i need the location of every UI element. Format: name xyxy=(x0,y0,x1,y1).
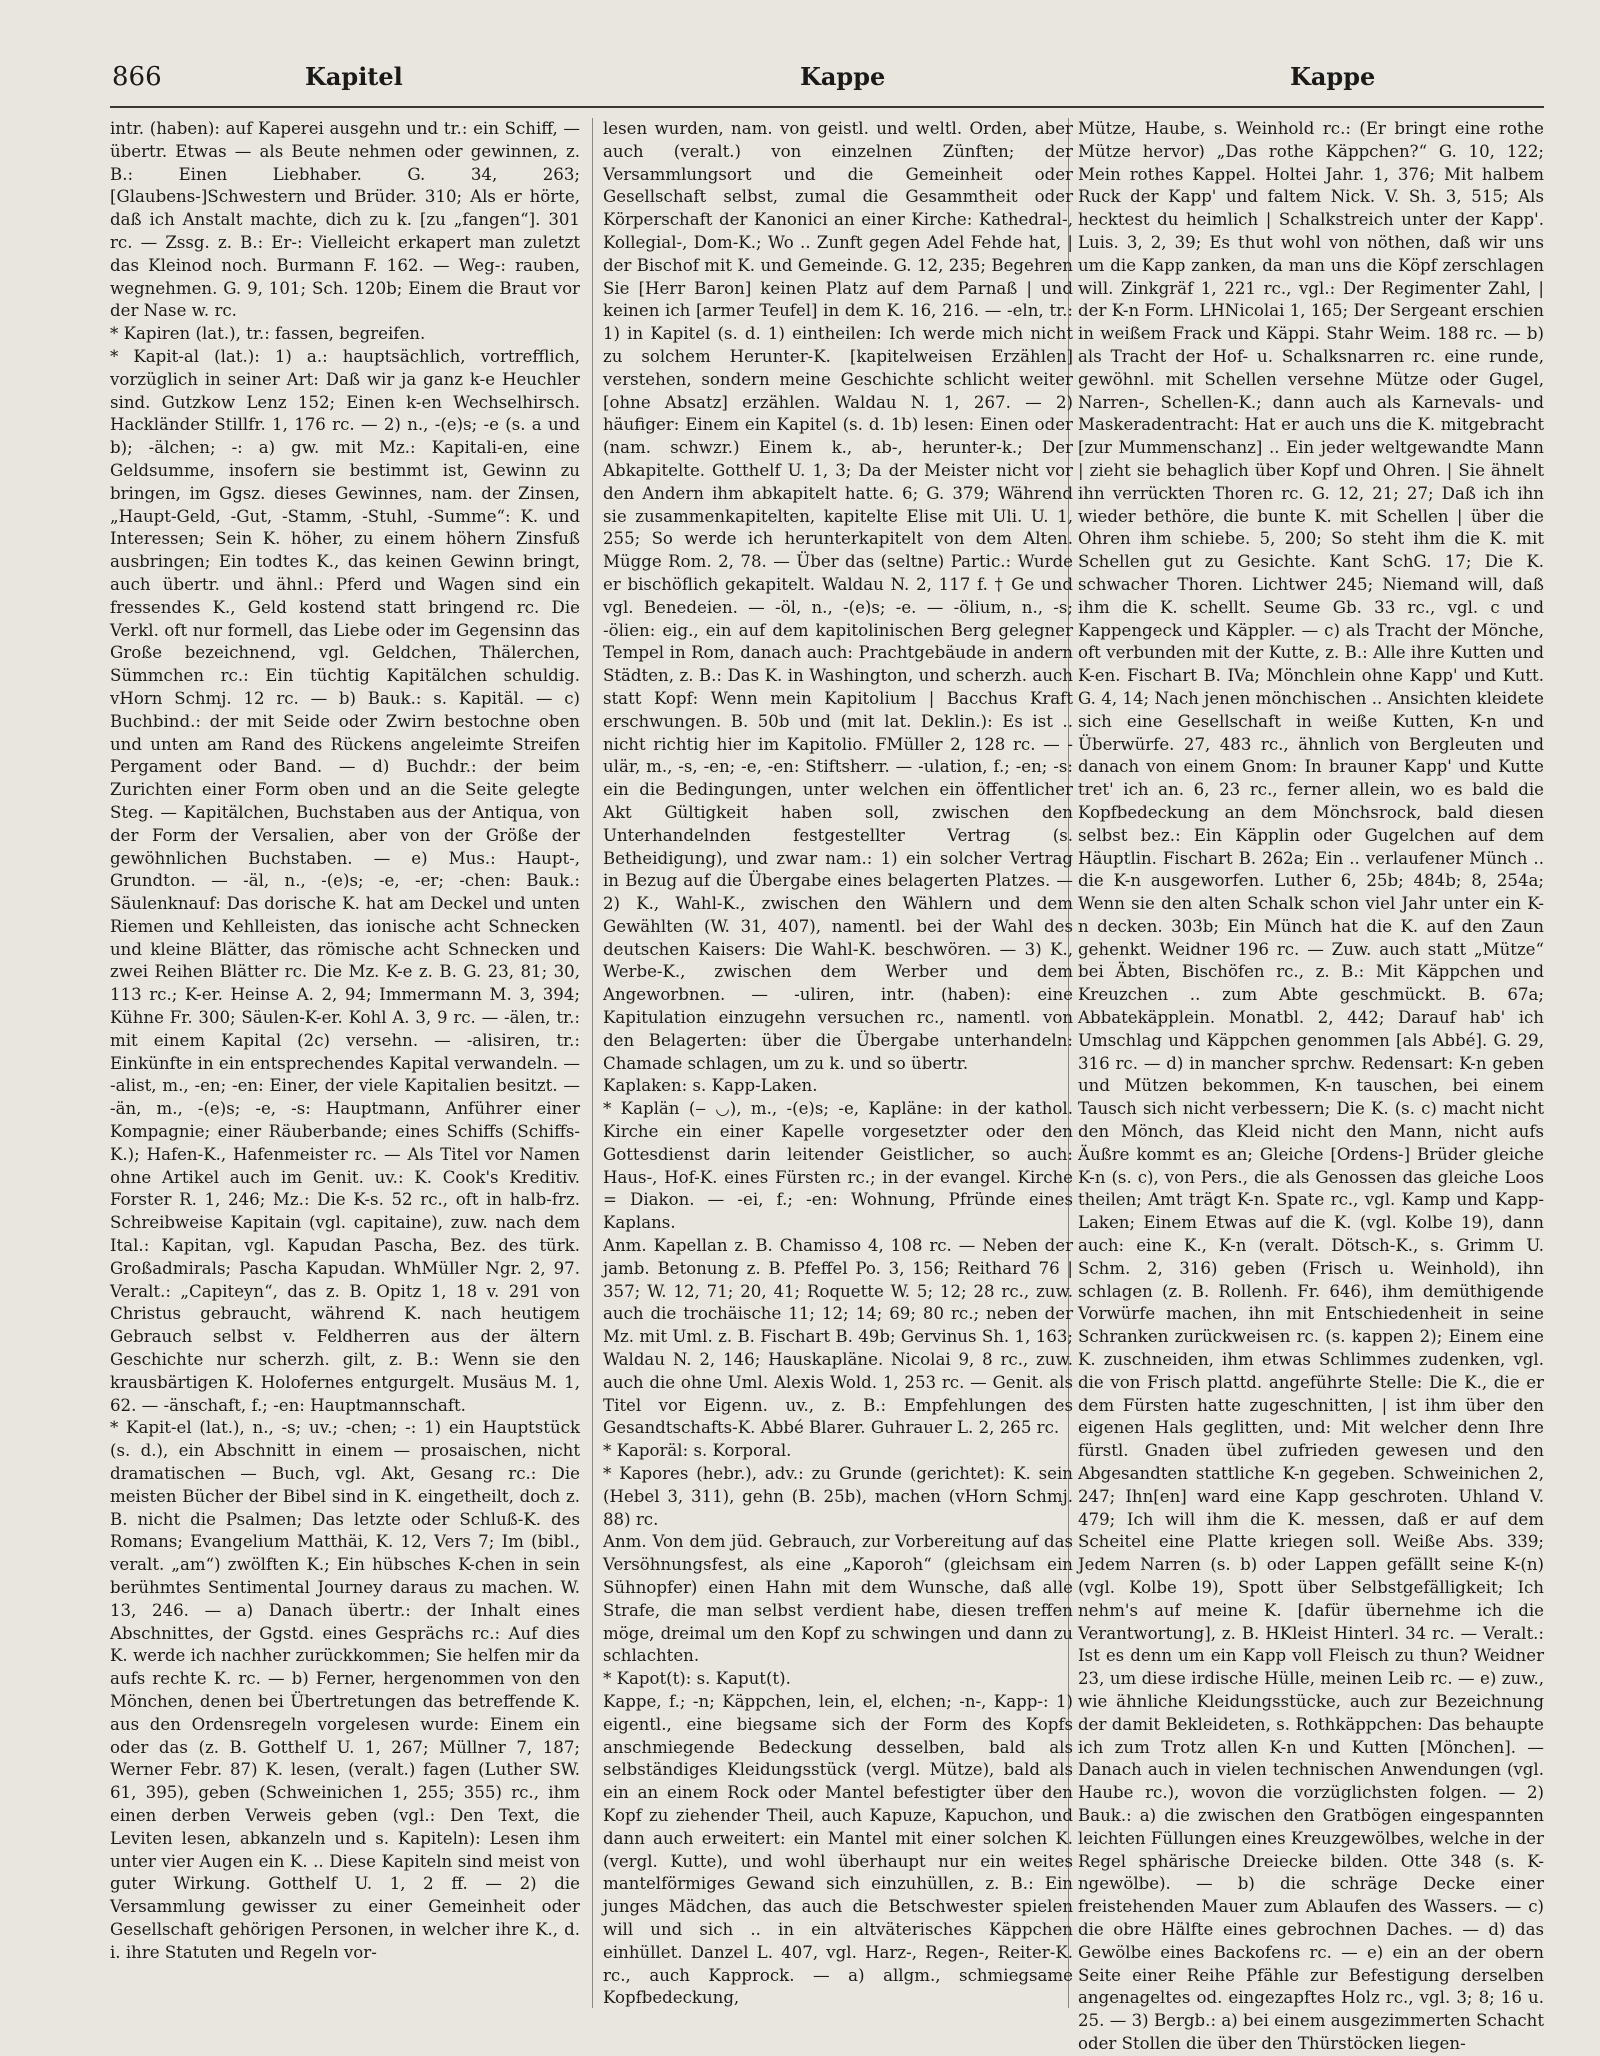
entry-text: Kappe, f.; -n; Käppchen, lein, el, elchen; -n-, Kapp-: 1) eigentl., eine biegsame sich der Form des Kopfs anschmiegende Bedeckung desselben, bald als selbständiges Kleidungsstück (vergl. Mütze), bald als ein an einem Rock oder Mantel befestigter über den Kopf zu ziehender Theil, auch Kapuze, Kapuchon, und dann auch erweitert: ein Mantel mit einer solchen K. (vergl. Kutte), und wohl überhaupt nur ein weites mantelförmiges Gewand sich einzuhüllen, z. B.: Ein junges Mädchen, das auch die Betschwester spielen will und sich .. in ein altväterisches Käppchen einhüllet. Danzel L. 407, vgl. Harz-, Regen-, Reiter-K. rc., auch Kapprock. — a) allgm., schmiegsame Kopfbedeckung, xyxy=(603,1691,1073,2008)
entry-text: Kaplaken: s. Kapp-Laken. xyxy=(603,1076,818,1096)
running-head-left: Kapitel xyxy=(305,62,403,91)
entry-text: * Kapores (hebr.), adv.: zu Grunde (gerichtet): K. sein (Hebel 3, 311), gehn (B. 25b), machen (vHorn Schmj. 88) rc. xyxy=(603,1464,1073,1529)
entry-text: * Kaporäl: s. Korporal. xyxy=(603,1441,792,1461)
entry-text: * Kapot(t): s. Kaput(t). xyxy=(603,1669,791,1689)
entry-text: Mütze, Haube, s. Weinhold rc.: (Er bringt eine rothe Mütze hervor) „Das rothe Käppchen?“ G. 10, 122; Mein rothes Kappel. Holtei Jahr. 1, 376; Mit halbem Ruck der Kapp' und faltem Nick. V. Sh. 3, 515; Als hecktest du heimlich | Schalkstreich unter der Kapp'. Luis. 3, 2, 39; Es thut wohl von nöthen, daß wir uns um die Kapp zanken, da man uns die Köpf zerschlagen will. Zinkgräf 1, 221 rc., vgl.: Der Regimenter Zahl, | der K-n Form. LHNicolai 1, 165; Der Sergeant erschien in weißem Frack und Käppi. Stahr Weim. 188 rc. — b) als Tracht der Hof- u. Schalksnarren rc. eine runde, gewöhnl. mit Schellen versehne Mütze oder Gugel, Narren-, Schellen-K.; dann auch als Karnevals- und Maskeradentracht: Hat er auch uns die K. mitgebracht [zur Mummenschanz] .. Ein jeder weltgewandte Mann | zieht sie behaglich über Kopf und Ohren. | Sie ähnelt ihn verrückten Thoren rc. G. 12, 21; 27; Daß ich ihn wieder bethöre, die bunte K. mit Schellen | über die Ohren ihm schiebe. 5, 200; So steht ihm die K. mit Schellen gut zu Gesichte. Kant SchG. 17; Die K. schwacher Thoren. Lichtwer 245; Niemand will, daß ihm die K. schellt. Seume Gb. 33 rc., vgl. c und Kappengeck und Käppler. — c) als Tracht der Mönche, oft verbunden mit der Kutte, z. B.: Alle ihre Kutten und K-en. Fischart B. IVa; Mönchlein ohne Kapp' und Kutt. G. 4, 14; Nach jenen mönchischen .. Ansichten kleidete sich eine Gesellschaft in weiße Kutten, K-n und Überwürfe. 27, 483 rc., ähnlich von Bergleuten und danach von einem Gnom: In brauner Kapp' und Kutte tret' ich an. 6, 23 rc., ferner allein, wo es bald die Kopfbedeckung an dem Mönchsrock, bald diesen selbst bez.: Ein Käpplin oder Gugelchen auf dem Häuptlin. Fischart B. 262a; Ein .. verlaufener Münch .. die K-n ausgeworfen. Luther 6, 25b; 484b; 8, 254a; Wenn sie den alten Schalk schon viel Jahr unter ein K-n decken. 303b; Ein Münch hat die K. auf den Zaun gehenkt. Weidner 196 rc. — Zuw. auch statt „Mütze“ bei Äbten, Bischöfen rc., z. B.: Mit Käppchen und Kreuzchen .. zum Abte geschmückt. B. 67a; Abbatekäpplein. Monatbl. 2, 442; Darauf hab' ich Umschlag und Käppchen genommen [als Abbé]. G. 29, 316 rc. — d) in mancher sprchw. Redensart: K-n geben und Mützen bekommen, K-n tauschen, bei einem Tausch sich nicht verbessern; Die K. (s. c) macht nicht den Mönch, das Kleid nicht den Mann, nicht aufs Äußre kommt es an; Gleiche [Ordens-] Brüder gleiche K-n (s. c), von Pers., die als Genossen das gleiche Loos theilen; Amt trägt K-n. Spate rc., vgl. Kamp und Kapp-Laken; Einem Etwas auf die K. (vgl. Kolbe 19), dann auch: eine K., K-n (veralt. Dötsch-K., s. Grimm U. Schm. 2, 316) geben (Frisch u. Weinhold), ihn schlagen (z. B. Rollenh. Fr. 646), ihm demüthigende Vorwürfe machen, ihn mit Entschiedenheit in seine Schranken zurückweisen rc. (s. kappen 2); Einem eine K. zuschneiden, ihm etwas Schlimmes zudenken, vgl. die von Frisch plattd. angeführte Stelle: Die K., die er dem Fürsten hatte zugeschnitten, | ist ihm über den eigenen Hals geglitten, und: Mit welcher denn Ihre fürstl. Gnaden übel zufrieden gewesen und den Abgesandten stattliche K-n gegeben. Schweinichen 2, 247; Ihn[en] ward eine Kapp geschroten. Uhland V. 479; Ich will ihm die K. messen, daß er auf dem Scheitel eine Platte kriegen soll. Weiße Abs. 339; Jedem Narren (s. b) oder Lappen gefällt seine K-(n) (vgl. Kolbe 19), Spott über Selbstgefälligkeit; Ich nehm's auf meine K. [dafür übernehme ich die Verantwortung], z. B. HKleist Hinterl. 34 rc. — Veralt.: Ist es denn um ein Kapp voll Fleisch zu thun? Weidner 23, um diese irdische Hülle, meinen Leib rc. — e) zuw., wie ähnliche Kleidungsstücke, auch zur Bezeichnung der damit Bekleideten, s. Rothkäppchen: Das behaupte ich zum Trotz allen K-n und Kutten [Mönchen]. — Danach auch in vielen technischen Anwendungen (vgl. Haube rc.), wovon die vorzüglichsten folgen. — 2) Bauk.: a) die zwischen den Gratbögen eingespannten leichten Füllungen eines Kreuzgewölbes, welche in der Regel sphärische Dreiecke bilden. Otte 348 (s. K-ngewölbe). — b) die schräge Decke einer freistehenden Mauer zum Ablaufen des Wassers. — c) die obre Hälfte eines gebrochnen Daches. — d) das Gewölbe eines Backofens rc. — e) ein an der obern Seite einer Reihe Pfähle zur Befestigung derselben angenageltes od. eingezapftes Holz rc., vgl. 3; 8; 16 u. 25. — 3) Bergb.: a) bei einem ausgezimmerten Schacht oder Stollen die über den Thürstöcken liegen- xyxy=(1078,119,1544,2053)
column-left xyxy=(110,118,580,2013)
entry-text: * Kapit-el (lat.), n., -s; uv.; -chen; -: 1) ein Hauptstück (s. d.), ein Abschnitt in einem — prosaischen, nicht dramatischen — Buch, vgl. Akt, Gesang rc.: Die meisten Bücher der Bibel sind in K. eingetheilt, doch z. B. nicht die Psalmen; Das letzte oder Schluß-K. des Romans; Evangelium Matthäi, K. 12, Vers 7; Im (bibl., veralt. „am“) zwölften K.; Ein hübsches K-chen in sein berühmtes Sentimental Journey daraus zu machen. W. 13, 246. — a) Danach übertr.: der Inhalt eines Abschnittes, der Ggstd. eines Gesprächs rc.: Auf dies K. werde ich nachher zurückkommen; Sie helfen mir da aufs rechte K. rc. — b) Ferner, hergenommen von den Mönchen, denen bei Übertretungen das betreffende K. aus den Ordensregeln vorgelesen wurde: Einem ein oder das (z. B. Gotthelf U. 1, 267; Müllner 7, 187; Werner Febr. 87) K. lesen, (veralt.) fagen (Luther SW. 61, 395), geben (Schweinichen 1, 255; 355) rc., ihm einen derben Verweis geben (vgl.: Den Text, die Leviten lesen, abkanzeln und s. Kapiteln): Lesen ihm unter vier Augen ein K. .. Diese Kapiteln sind meist von guter Wirkung. Gotthelf U. 1, 2 ff. — 2) die Versammlung gewisser zu einer Gemeinheit oder Gesellschaft gehörigen Personen, in welcher ihre K., d. i. ihre Statuten und Regeln vor- xyxy=(110,1418,581,1962)
page-number: 866 xyxy=(112,62,162,92)
header-rule xyxy=(110,106,1544,108)
column-middle xyxy=(603,118,1073,2013)
entry-text: * Kaplän (‒ ◡), m., -(e)s; -e, Kapläne: in der kathol. Kirche ein einer Kapelle vorgesetzter oder den Gottesdienst darin leitender Geistlicher, so auch: Haus-, Hof-K. eines Fürsten rc.; in der evangel. Kirche = Diakon. — -ei, f.; -en: Wohnung, Pfründe eines Kaplans. xyxy=(603,1099,1073,1233)
entry-text: intr. (haben): auf Kaperei ausgehn und tr.: ein Schiff, — übertr. Etwas — als Beute nehmen oder gewinnen, z. B.: Einen Liebhaber. G. 34, 263; [Glaubens-]Schwestern und Brüder. 310; Als er hörte, daß ich Anstalt machte, dich zu k. [zu „fangen“]. 301 rc. — Zssg. z. B.: Er-: Vielleicht erkapert man zuletzt das Kleinod noch. Burmann F. 162. — Weg-: rauben, wegnehmen. G. 9, 101; Sch. 120b; Einem die Braut vor der Nase w. rc. xyxy=(110,119,580,321)
entry-note: Anm. Kapellan z. B. Chamisso 4, 108 rc. — Neben der jamb. Betonung z. B. Pfeffel Po. 3, 156; Reithard 76 | 357; W. 12, 71; 20, 41; Roquette W. 5; 12; 28 rc., zuw. auch die trochäische 11; 12; 14; 69; 80 rc.; neben der Mz. mit Uml. z. B. Fischart B. 49b; Gervinus Sh. 1, 163; Waldau N. 2, 146; Hauskapläne. Nicolai 9, 8 rc., zuw. auch die ohne Uml. Alexis Wold. 1, 253 rc. — Genit. als Titel vor Eigenn. uv., z. B.: Empfehlungen des Gesandtschafts-K. Abbé Blarer. Guhrauer L. 2, 265 rc. xyxy=(603,1236,1073,1438)
page-header xyxy=(0,62,1600,102)
column-right xyxy=(1078,118,1544,2053)
running-head-right: Kappe xyxy=(1290,62,1376,91)
entry-text: * Kapiren (lat.), tr.: fassen, begreifen. xyxy=(110,324,426,344)
entry-text: lesen wurden, nam. von geistl. und weltl. Orden, aber auch (veralt.) von einzelnen Zünften; der Versammlungsort und die Gemeinheit oder Gesellschaft selbst, zumal die Gesammtheit oder Körperschaft der Kanonici an einer Kirche: Kathedral-, Kollegial-, Dom-K.; Wo .. Zunft gegen Adel Fehde hat, | der Bischof mit K. und Gemeinde. G. 12, 235; Begehren Sie [Herr Baron] keinen Platz auf dem Parnaß | und keinen ich [armer Teufel] in dem K. 16, 216. — -eln, tr.: 1) in Kapitel (s. d. 1) eintheilen: Ich werde mich nicht zu solchem Herunter-K. [kapitelweisen Erzählen] verstehen, sondern meine Geschichte schlicht weiter [ohne Absatz] erzählen. Waldau N. 1, 267. — 2) häufiger: Einem ein Kapitel (s. d. 1b) lesen: Einen oder (nam. schwzr.) Einem k., ab-, herunter-k.; Der Abkapitelte. Gotthelf U. 1, 3; Da der Meister nicht vor den Andern ihm abkapitelt hatte. 6; G. 379; Während sie zusammenkapitelten, kapitelte Elise mit Uli. U. 1, 255; So werde ich herunterkapitelt von dem Alten. Mügge Rom. 2, 78. — Über das (seltne) Partic.: Wurde er bischöflich gekapitelt. Waldau N. 2, 117 f. † Ge und vgl. Benedeien. — -öl, n., -(e)s; -e. — -ölium, n., -s; -ölien: eig., ein auf dem kapitolinischen Berg gelegner Tempel in Rom, danach auch: Prachtgebäude in andern Städten, z. B.: Das K. in Washington, und scherzh. auch statt Kopf: Wenn mein Kapitolium | Bacchus Kraft erschwungen. B. 50b und (mit lat. Deklin.): Es ist .. nicht richtig hier im Kapitolio. FMüller 2, 128 rc. — -ulär, m., -s, -en; -e, -en: Stiftsherr. — -ulation, f.; -en; -s: ein die Bedingungen, unter welchen ein öffentlicher Akt Gültigkeit haben soll, zwischen den Unterhandelnden festgestellter Vertrag (s. Betheidigung), und zwar nam.: 1) ein solcher Vertrag in Bezug auf die Übergabe eines belagerten Platzes. — 2) K., Wahl-K., zwischen den Wählern und dem Gewählten (W. 31, 407), namentl. bei der Wahl des deutschen Kaisers: Die Wahl-K. beschwören. — 3) K., Werbe-K., zwischen dem Werber und dem Angeworbnen. — -uliren, intr. (haben): eine Kapitulation einzugehn versuchen rc., namentl. von den Belagerten: über die Übergabe unterhandeln: Chamade schlagen, um zu k. und so übertr. xyxy=(603,119,1073,1073)
entry-text: * Kapit-al (lat.): 1) a.: hauptsächlich, vortrefflich, vorzüglich in seiner Art: Daß wir ja ganz k-e Heuchler sind. Gutzkow Lenz 152; Einen k-en Wechselhirsch. Hackländer Stillfr. 1, 176 rc. — 2) n., -(e)s; -e (s. a und b); -älchen; -: a) gw. mit Mz.: Kapitali-en, eine Geldsumme, insofern sie bestimmt ist, Gewinn zu bringen, im Ggsz. dieses Gewinnes, nam. der Zinsen, „Haupt-Geld, -Gut, -Stamm, -Stuhl, -Summe“: K. und Interessen; Sein K. höher, zu einem höhern Zinsfuß ausbringen; Ein todtes K., das keinen Gewinn bringt, auch übertr. und ähnl.: Pferd und Wagen sind ein fressendes K., Geld kostend statt bringend rc. Die Verkl. oft nur formell, das Liebe oder im Gegensinn das Große bezeichnend, vgl. Geldchen, Thälerchen, Sümmchen rc.: Ein tüchtig Kapitälchen schuldig. vHorn Schmj. 12 rc. — b) Bauk.: s. Kapitäl. — c) Buchbind.: der mit Seide oder Zwirn bestochne oben und unten am Rand des Rückens angeleimte Streifen Pergament oder Band. — d) Buchdr.: der beim Zurichten einer Form oben und an die Seite gelegte Steg. — Kapitälchen, Buchstaben aus der Antiqua, von der Form der Versalien, aber von der Größe der gewöhnlichen Buchstaben. — e) Mus.: Haupt-, Grundton. — -äl, n., -(e)s; -e, -er; -chen: Bauk.: Säulenknauf: Das dorische K. hat am Deckel und unten Riemen und Kehlleisten, das ionische acht Schnecken und kleine Blätter, das römische acht Schnecken und zwei Reihen Blätter rc. Die Mz. K-e z. B. G. 23, 81; 30, 113 rc.; K-er. Heinse A. 2, 94; Immermann M. 3, 394; Kühne Fr. 300; Säulen-K-er. Kohl A. 3, 9 rc. — -älen, tr.: mit einem Kapital (2c) versehn. — -alisiren, tr.: Einkünfte in ein entsprechendes Kapital verwandeln. — -alist, m., -en; -en: Einer, der viele Kapitalien besitzt. — -än, m., -(e)s; -e, -s: Hauptmann, Anführer einer Kompagnie; einer Räuberbande; eines Schiffs (Schiffs-K.); Hafen-K., Hafenmeister rc. — Als Titel vor Namen ohne Artikel auch im Genit. uv.: K. Cook's Kreditiv. Forster R. 1, 246; Mz.: Die K-s. 52 rc., oft in halb-frz. Schreibweise Kapitain (vgl. capitaine), zuw. nach dem Ital.: Kapitan, vgl. Kapudan Pascha, Bez. des türk. Großadmirals; Pascha Kapudan. WhMüller Ngr. 2, 97. Veralt.: „Capiteyn“, das z. B. Opitz 1, 18 v. 291 von Christus gebraucht, während K. nach heutigem Gebrauch selbst v. Feldherren aus der ältern Geschichte nur scherzh. gilt, z. B.: Wenn sie den krausbärtigen K. Holofernes entgurgelt. Musäus M. 1, 62. — -änschaft, f.; -en: Hauptmannschaft. xyxy=(110,346,580,1415)
column-divider-1 xyxy=(592,118,593,2008)
entry-note: Anm. Von dem jüd. Gebrauch, zur Vorbereitung auf das Versöhnungsfest, als eine „Kaporoh“ (gleichsam ein Sühnopfer) einen Hahn mit dem Wunsche, daß alle Strafe, die man selbst verdient habe, diesen treffen möge, dreimal um den Kopf zu schwingen und dann zu schlachten. xyxy=(603,1532,1073,1666)
running-head-center: Kappe xyxy=(800,62,886,91)
